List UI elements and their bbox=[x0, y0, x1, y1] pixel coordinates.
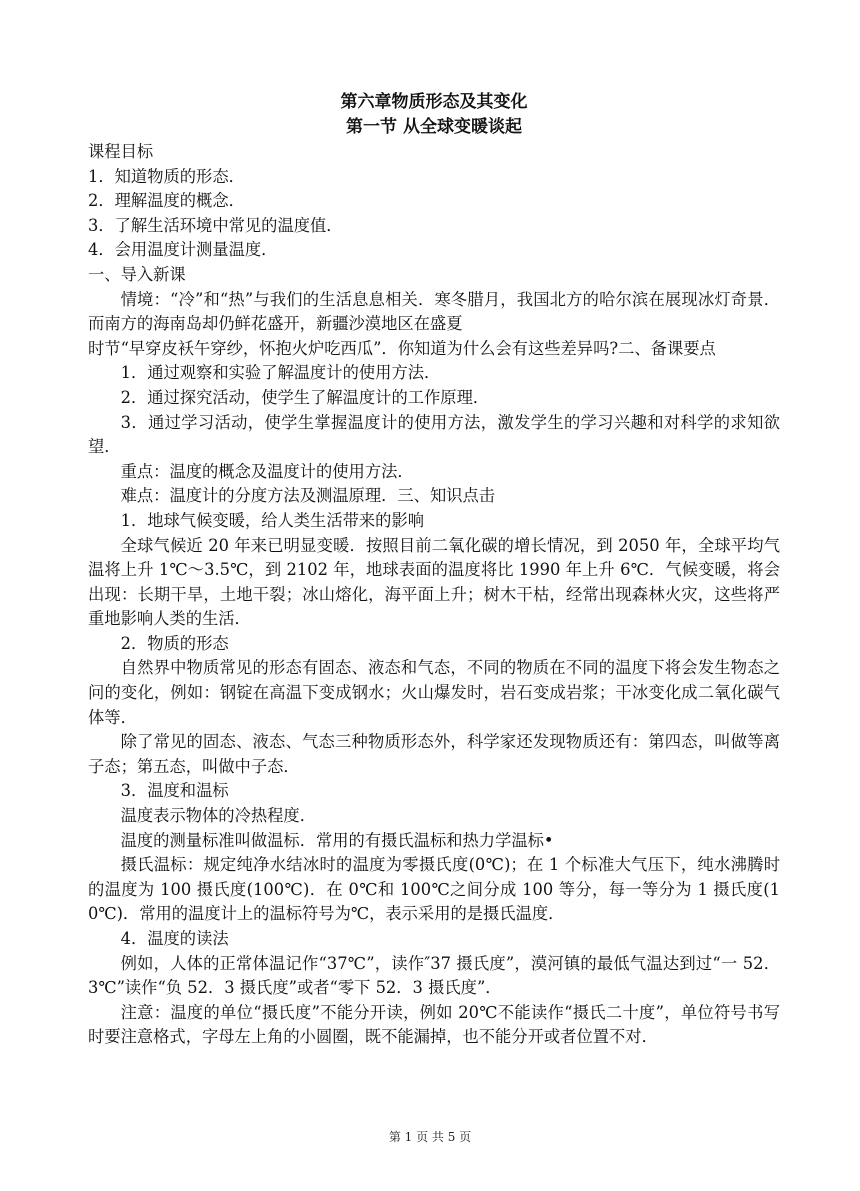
paragraph: 全球气候近 20 年来已明显变暖．按照目前二氧化碳的增长情况，到 2050 年，全球平均气温将上升 1℃～3.5℃，到 2102 年，地球表面的温度将比 1990 年上升 6℃．气候变暖，将会出现：长期干旱，土地干裂；冰山熔化，海平面上升；树木干枯，经常出现森林火灾，这些将严重地影响人类的生活． bbox=[88, 535, 780, 629]
section-title: 第一节 从全球变暖谈起 bbox=[346, 117, 522, 137]
paragraph: 温度表示物体的冷热程度． bbox=[120, 806, 316, 826]
paragraph: 4．温度的读法 bbox=[120, 929, 229, 948]
paragraph: 3．通过学习活动，使学生掌握温度计的使用方法，激发学生的学习兴趣和对科学的求知欲望． bbox=[88, 412, 780, 457]
paragraph: 温度的测量标准叫做温标．常用的有摄氏温标和热力学温标• bbox=[120, 830, 554, 850]
paragraph: 除了常见的固态、液态、气态三种物质形态外，科学家还发现物质还有：第四态，叫做等离子态；第五态，叫做中子态． bbox=[88, 732, 780, 776]
page-footer: 第 1 页 共 5 页 bbox=[388, 1130, 472, 1144]
paragraph: 情境：“冷”和“热”与我们的生活息息相关．寒冬腊月，我国北方的哈尔滨在展现冰灯奇景．而南方的海南岛却仍鲜花盛开，新疆沙漠地区在盛夏 bbox=[88, 289, 780, 334]
paragraph: 3．了解生活环境中常见的温度值． bbox=[88, 215, 343, 235]
paragraph: 课程目标 bbox=[88, 142, 154, 161]
chapter-title: 第六章物质形态及其变化 bbox=[340, 92, 528, 112]
paragraph: 3．温度和温标 bbox=[120, 781, 229, 801]
paragraph: 2．物质的形态 bbox=[120, 633, 229, 653]
paragraph: 注意：温度的单位“摄氏度”不能分开读，例如 20℃不能读作“摄氏二十度”，单位符号书写时要注意格式，字母左上角的小圆圈，既不能漏掉，也不能分开或者位置不对． bbox=[88, 1002, 780, 1047]
paragraph: 4．会用温度计测量温度． bbox=[88, 240, 278, 260]
paragraph: 例如，人体的正常体温记作“37℃”，读作″37 摄氏度”，漠河镇的最低气温达到过“一 52．3℃”读作“负 52．3 摄氏度”或者“零下 52．3 摄氏度”． bbox=[88, 953, 780, 998]
paragraph: 1．通过观察和实验了解温度计的使用方法． bbox=[120, 363, 441, 383]
paragraph: 2．理解温度的概念． bbox=[88, 191, 245, 211]
paragraph: 难点：温度计的分度方法及测温原理．三、知识点击 bbox=[120, 486, 496, 506]
paragraph-list bbox=[88, 140, 780, 1050]
paragraph: 1．地球气候变暖，给人类生活带来的影响 bbox=[120, 510, 425, 530]
paragraph: 一、导入新课 bbox=[88, 264, 186, 284]
paragraph: 2．通过探究活动，使学生了解温度计的工作原理． bbox=[120, 387, 490, 407]
paragraph: 1．知道物质的形态． bbox=[88, 166, 245, 186]
paragraph: 时节“早穿皮袄午穿纱，怀抱火炉吃西瓜”．你知道为什么会有这些差异吗?二、备课要点 bbox=[88, 338, 716, 358]
document-body bbox=[88, 90, 780, 1050]
paragraph: 重点：温度的概念及温度计的使用方法． bbox=[120, 461, 414, 481]
paragraph: 摄氏温标：规定纯净水结冰时的温度为零摄氏度(0℃)；在 1 个标准大气压下，纯水沸腾时的温度为 100 摄氏度(100℃)．在 0℃和 100℃之间分成 100 等分，每一等分为 1 摄氏度(10℃)．常用的温度计上的温标符号为℃，表示采用的是摄氏温度． bbox=[88, 855, 780, 924]
paragraph: 自然界中物质常见的形态有固态、液态和气态，不同的物质在不同的温度下将会发生物态之问的变化，例如：钢锭在高温下变成钢水；火山爆发时，岩石变成岩浆；干冰变化成二氧化碳气体等． bbox=[88, 658, 780, 727]
